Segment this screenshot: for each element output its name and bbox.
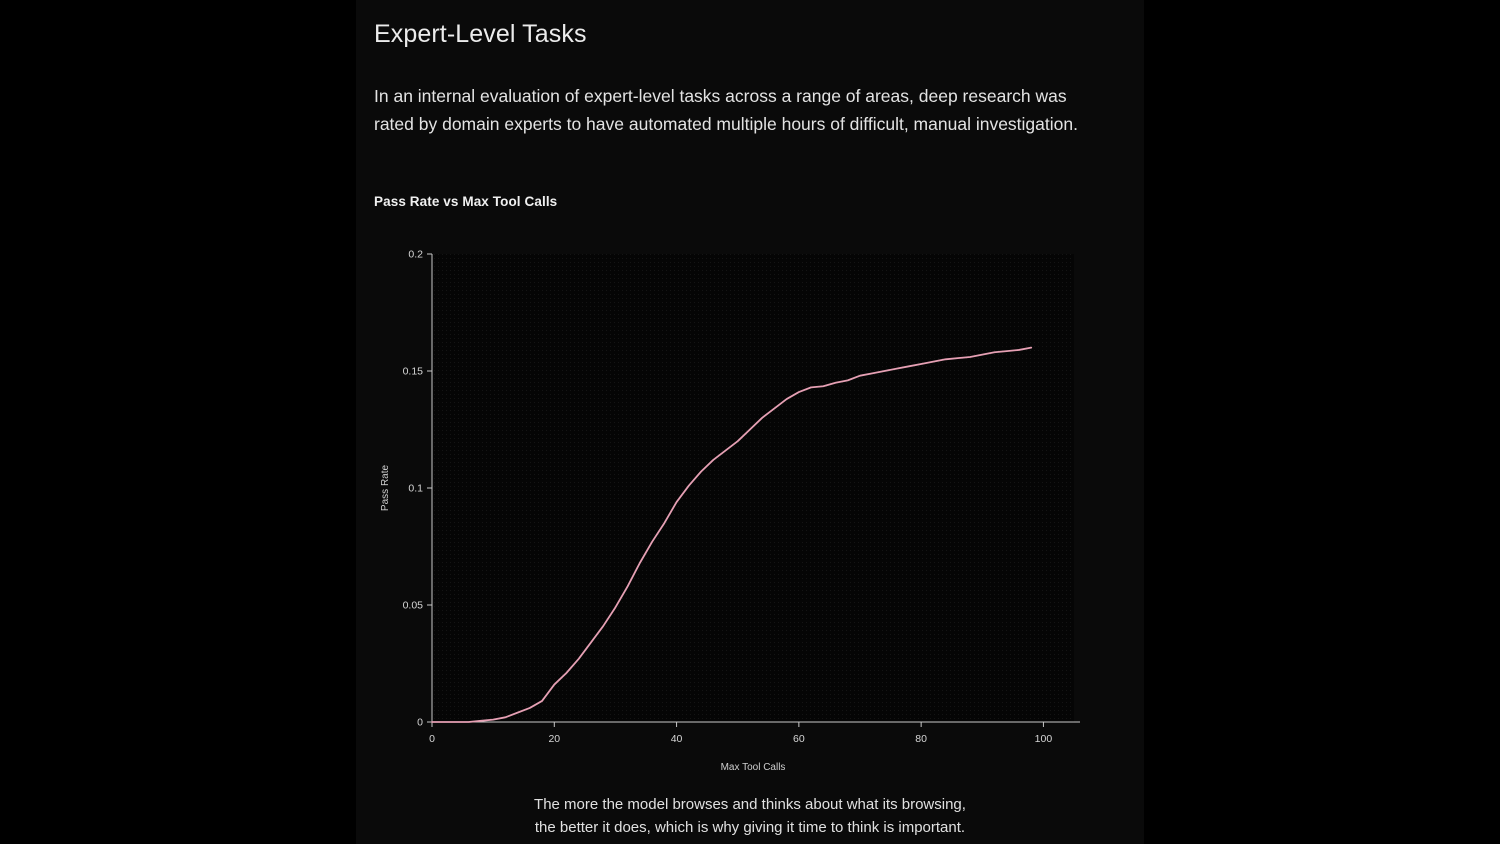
x-axis-title: Max Tool Calls (720, 762, 786, 773)
y-axis-title: Pass Rate (380, 464, 391, 512)
x-tick-label: 100 (1034, 733, 1053, 745)
page-title: Expert-Level Tasks (374, 20, 587, 48)
x-tick-label: 40 (670, 733, 683, 745)
y-tick-label: 0.15 (402, 365, 423, 378)
y-tick-label: 0.1 (408, 482, 423, 495)
content-panel (356, 0, 1144, 844)
y-tick-label: 0.05 (402, 599, 423, 612)
x-tick-label: 80 (915, 733, 927, 745)
caption-line-2: the better it does, which is why giving it time to think is important. (534, 819, 966, 836)
chart-figure (374, 238, 1126, 788)
caption-line-1: The more the model browses and thinks about what its browsing, (534, 796, 966, 813)
x-tick-label: 20 (548, 733, 561, 745)
x-tick-label: 60 (793, 733, 805, 745)
chart-title: Pass Rate vs Max Tool Calls (374, 194, 558, 209)
y-tick-label: 0.2 (408, 248, 423, 261)
line-chart-svg (374, 238, 1126, 788)
y-tick-label: 0 (417, 716, 423, 729)
plot-texture (432, 254, 1074, 722)
x-tick-label: 0 (429, 733, 435, 745)
chart-caption (356, 793, 1144, 839)
intro-paragraph: In an internal evaluation of expert-level tasks across a range of areas, deep research was rated by domain experts to have automated multiple hours of difficult, manual investigation. (374, 86, 1078, 134)
